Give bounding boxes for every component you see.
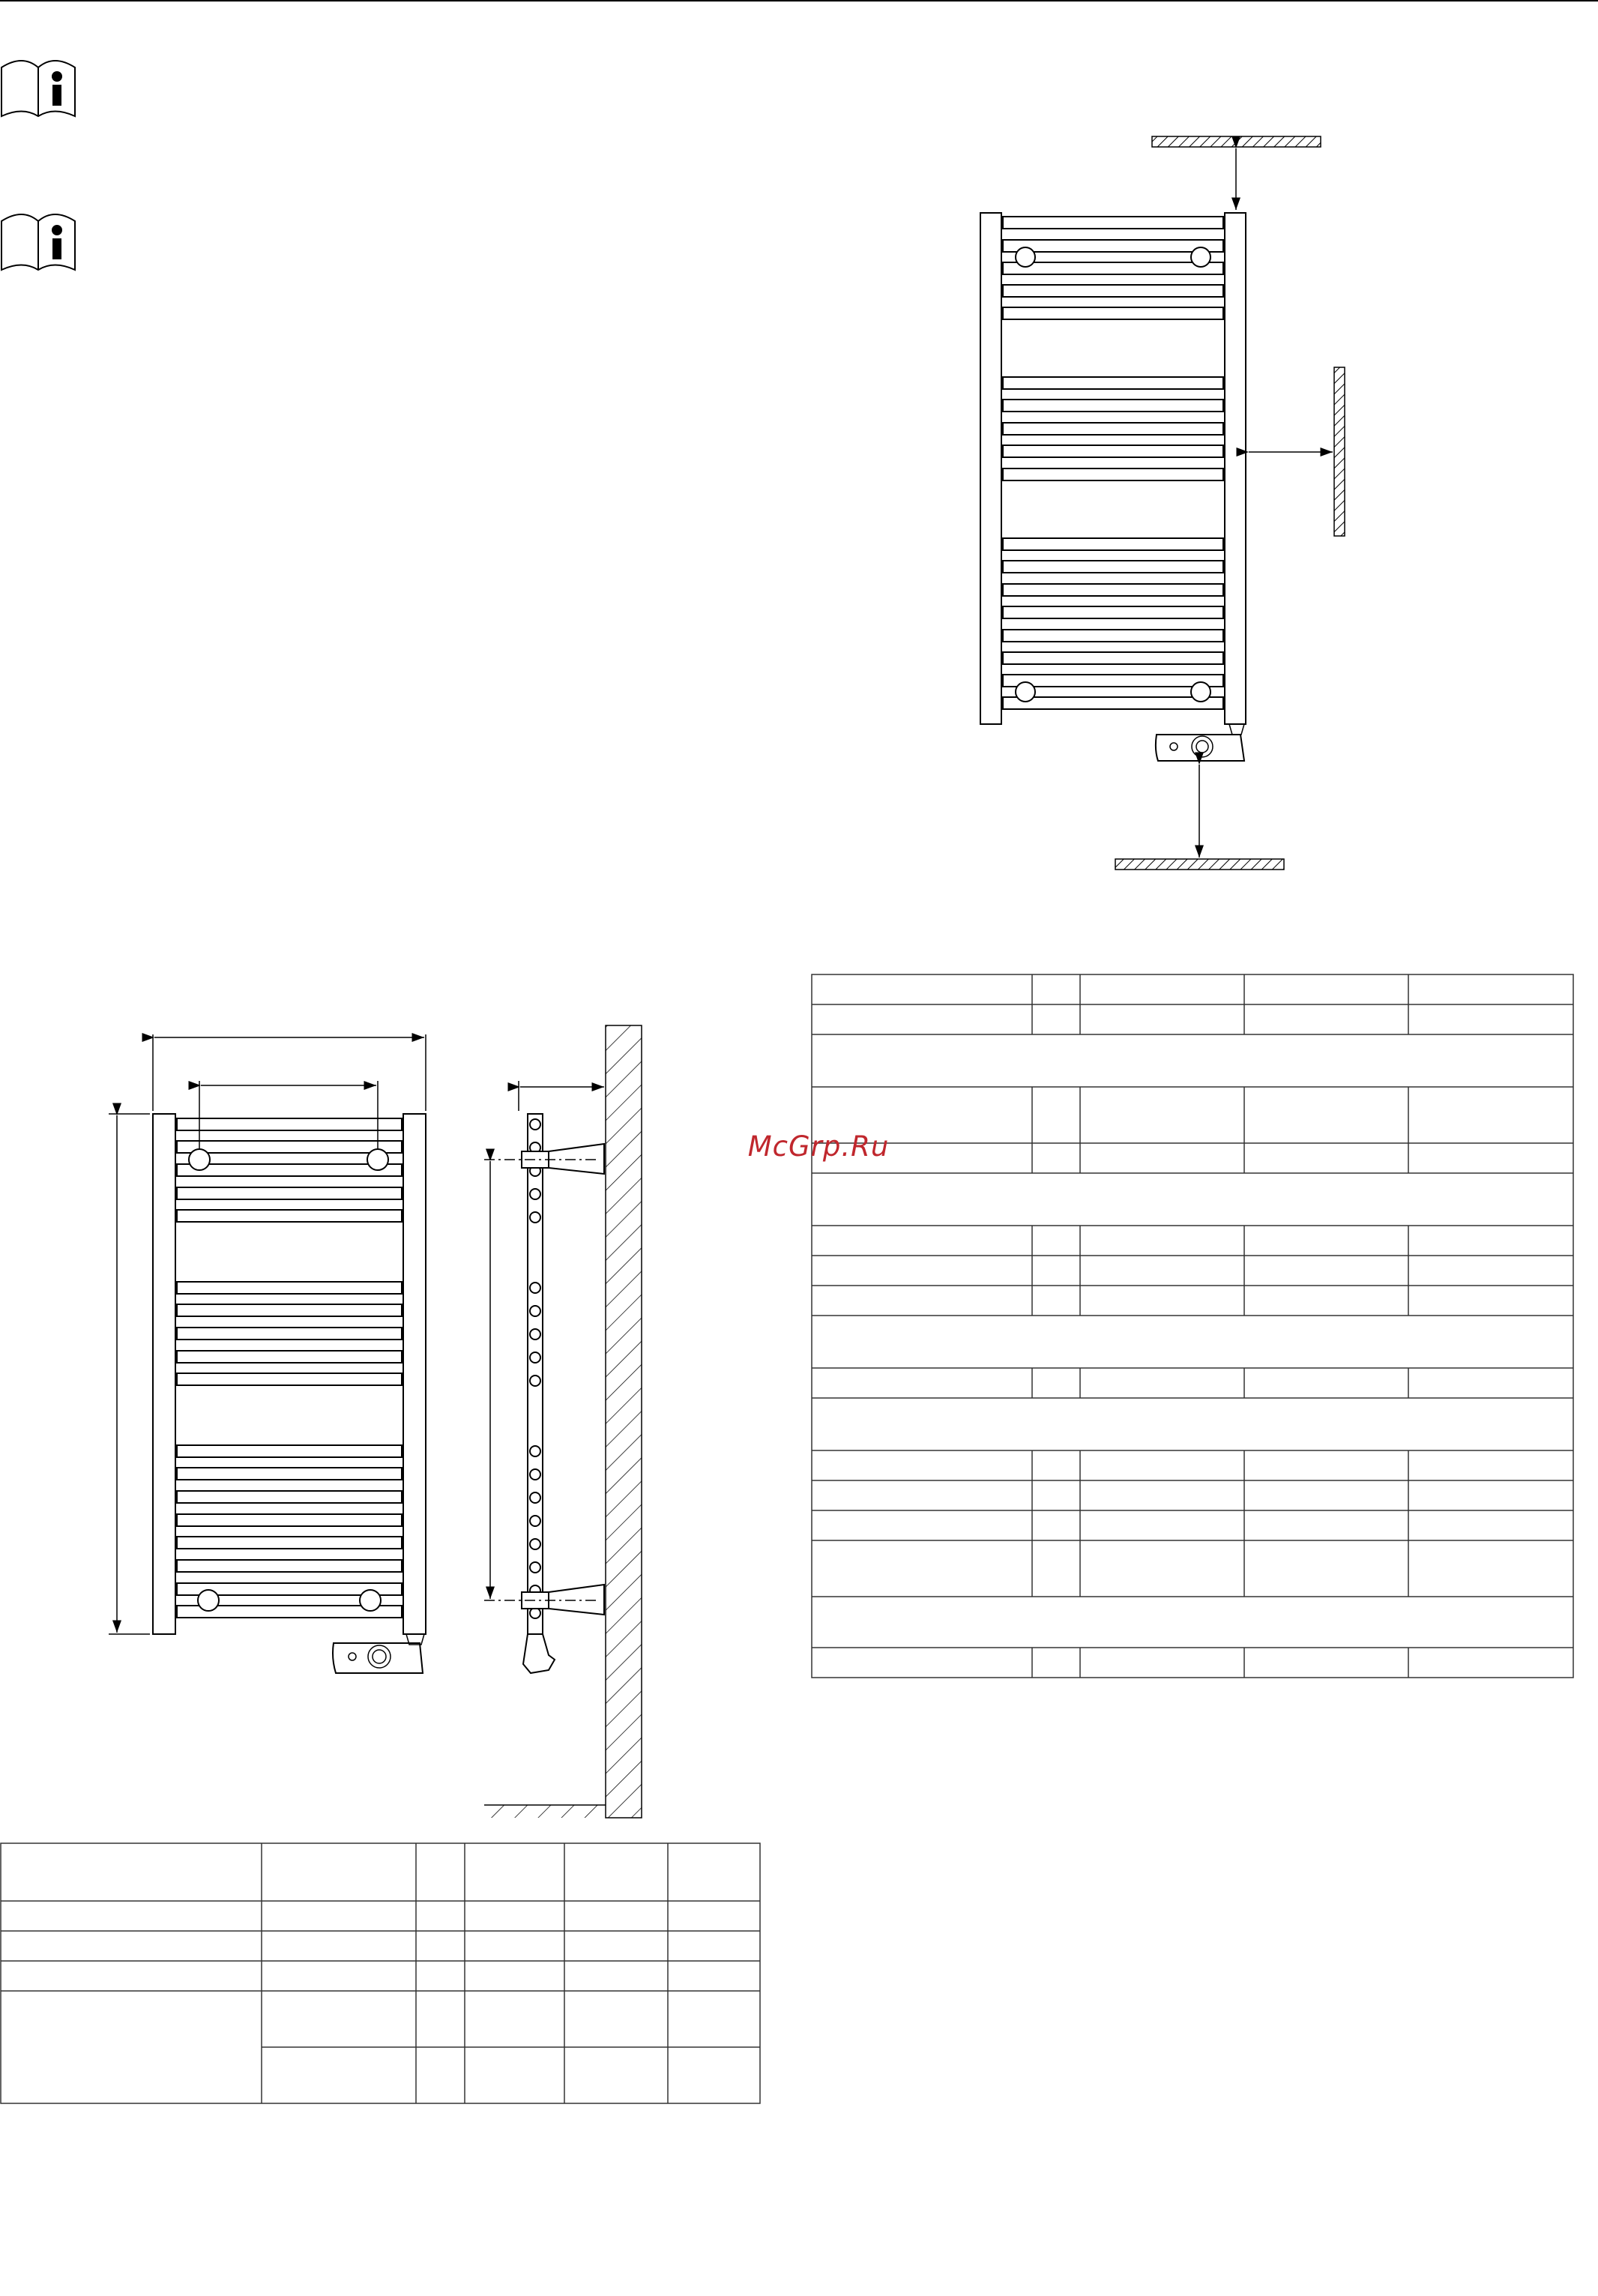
mount-point xyxy=(198,1590,219,1611)
wall-bracket xyxy=(549,1144,604,1174)
spec-table xyxy=(812,974,1573,1678)
mount-point xyxy=(1016,682,1035,702)
clearance-drawing xyxy=(980,136,1345,870)
wall-bracket xyxy=(549,1585,604,1615)
right-rail xyxy=(403,1114,426,1634)
manual-info-icon xyxy=(1,214,75,270)
mount-point xyxy=(189,1149,210,1170)
mount-point xyxy=(360,1590,381,1611)
floor-section xyxy=(484,1805,606,1818)
manual-info-icon xyxy=(1,61,75,116)
ceiling-surface xyxy=(1152,136,1321,147)
towel-bars xyxy=(1003,217,1223,709)
watermark-text: McGrp.Ru xyxy=(747,1130,890,1163)
heating-element-controller xyxy=(1156,724,1244,761)
mount-point xyxy=(1191,682,1210,702)
floor-surface xyxy=(1115,859,1284,870)
heating-element-controller xyxy=(333,1634,424,1673)
dimensions-table xyxy=(1,1843,760,2103)
left-rail xyxy=(153,1114,175,1634)
side-wall-surface xyxy=(1334,367,1345,536)
mount-point xyxy=(1016,247,1035,267)
left-rail xyxy=(980,213,1001,724)
front-view-drawing xyxy=(109,1034,426,1673)
mount-point xyxy=(367,1149,388,1170)
mount-point xyxy=(1191,247,1210,267)
wall-section xyxy=(606,1025,642,1818)
right-rail xyxy=(1225,213,1246,724)
towel-bars xyxy=(177,1118,402,1618)
side-view-drawing xyxy=(484,1025,642,1818)
